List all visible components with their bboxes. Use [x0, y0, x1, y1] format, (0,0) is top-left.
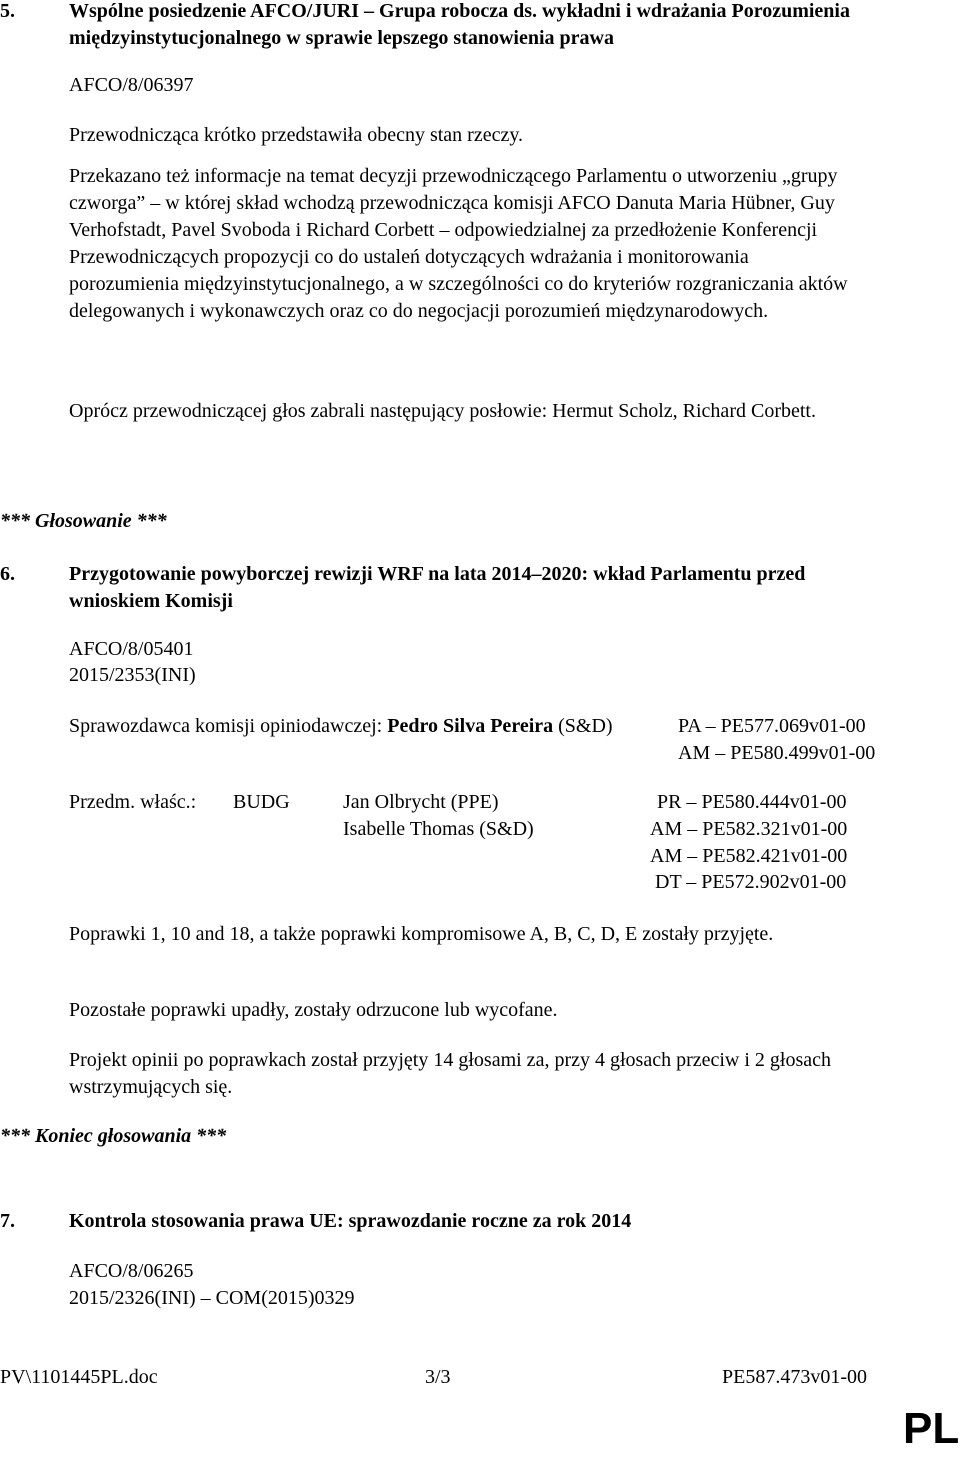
footer-document-reference: PE587.473v01-00	[722, 1366, 867, 1388]
lead-member-1: Jan Olbrycht (PPE)	[343, 791, 499, 813]
rapporteur-line	[69, 715, 613, 738]
voting-start-heading: *** Głosowanie ***	[0, 510, 167, 532]
rapporteur-document-1: PA – PE577.069v01-00	[678, 715, 866, 737]
item-7-number: 7.	[0, 1210, 15, 1232]
item-6-title: Przygotowanie powyborczej rewizji WRF na lata 2014–2020: wkład Parlamentu przed wnioskiem Komisji	[69, 563, 806, 612]
item-6-reference-2: 2015/2353(INI)	[69, 664, 196, 686]
rapporteur-name: Pedro Silva Pereira	[387, 715, 554, 737]
item-5-paragraph-1: Przewodnicząca krótko przedstawiła obecny stan rzeczy.	[69, 124, 524, 146]
rapporteur-group: (S&D)	[553, 715, 613, 737]
rapporteur-label: Sprawozdawca komisji opiniodawczej:	[69, 715, 388, 737]
item-5-paragraph-2: Przekazano też informacje na temat decyzji przewodniczącego Parlamentu o utworzeniu „grupy czworga” – w której skład wchodzą przewodnicząca komisji AFCO Danuta Maria Hübner, Guy Verhofstadt, Pavel Svoboda i Richard Corbett – odpowiedzialnej za przedłożenie Konferencji Przewodniczących propozycji co do ustaleń dotyczących wdrażania i monitorowania porozumienia międzyinstytucjonalnego, a w szczególności co do kryteriów rozgraniczania aktów delegowanych i wykonawczych oraz co do negocjacji porozumień międzynarodowych.	[69, 165, 848, 322]
item-7-reference-2: 2015/2326(INI) – COM(2015)0329	[69, 1287, 355, 1309]
lead-committee-name: BUDG	[233, 791, 290, 813]
lead-document-4: DT – PE572.902v01-00	[655, 871, 847, 893]
footer-language-code: PL	[903, 1404, 960, 1453]
footer-page-number: 3/3	[425, 1366, 451, 1388]
item-5-paragraph-3: Oprócz przewodniczącej głos zabrali następujący posłowie: Hermut Scholz, Richard Corbett.	[69, 400, 816, 422]
lead-document-3: AM – PE582.421v01-00	[650, 845, 848, 867]
footer-file-name: PV\1101445PL.doc	[0, 1366, 158, 1388]
lead-document-2: AM – PE582.321v01-00	[650, 818, 848, 840]
item-6-number: 6.	[0, 563, 15, 585]
item-5-reference: AFCO/8/06397	[69, 74, 194, 96]
item-7-title: Kontrola stosowania prawa UE: sprawozdanie roczne za rok 2014	[69, 1210, 632, 1232]
item-6-paragraph-1: Poprawki 1, 10 and 18, a także poprawki kompromisowe A, B, C, D, E zostały przyjęte.	[69, 923, 774, 945]
item-5-number: 5.	[0, 0, 15, 22]
item-6-paragraph-2: Pozostałe poprawki upadły, zostały odrzucone lub wycofane.	[69, 999, 558, 1021]
item-6-reference-1: AFCO/8/05401	[69, 638, 194, 660]
item-5-title: Wspólne posiedzenie AFCO/JURI – Grupa robocza ds. wykładni i wdrażania Porozumienia międzyinstytucjonalnego w sprawie lepszego stanowienia prawa	[69, 0, 850, 49]
voting-end-heading: *** Koniec głosowania ***	[0, 1125, 227, 1147]
lead-member-2: Isabelle Thomas (S&D)	[343, 818, 534, 840]
item-6-paragraph-3: Projekt opinii po poprawkach został przyjęty 14 głosami za, przy 4 głosach przeciw i 2 głosach wstrzymujących się.	[69, 1049, 832, 1098]
item-7-reference-1: AFCO/8/06265	[69, 1260, 194, 1282]
lead-committee-label: Przedm. właśc.:	[69, 791, 197, 813]
lead-document-1: PR – PE580.444v01-00	[657, 791, 847, 813]
rapporteur-document-2: AM – PE580.499v01-00	[678, 742, 876, 764]
